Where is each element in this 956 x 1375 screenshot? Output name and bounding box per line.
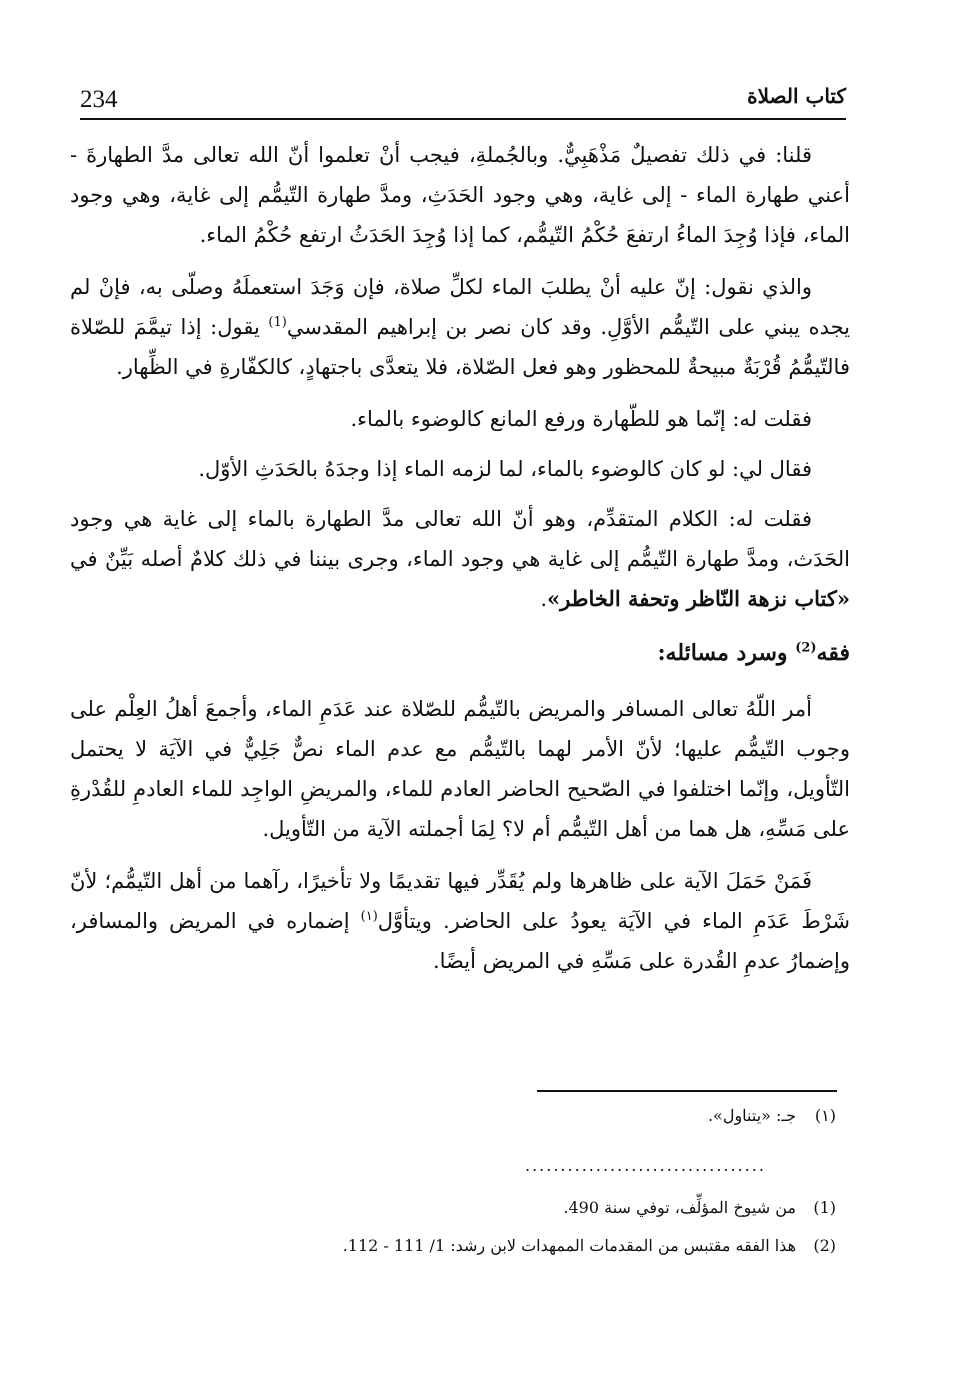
footnote-ref-1: (1)	[268, 315, 287, 330]
paragraph-3: فقلت له: إنّما هو للطّهارة ورفع المانع كالوضوء بالماء.	[350, 407, 812, 431]
paragraph-2	[70, 267, 850, 387]
paragraph-4: فقال لي: لو كان كالوضوء بالماء، لما لزمه الماء إذا وجدَهُ بالحَدَثِ الأوّل.	[198, 457, 812, 481]
paragraph-6: أمر اللّهُ تعالى المسافر والمريض بالتّيمُّم للصّلاة عند عَدَمِ الماء، وأجمعَ أهلُ العِلْم على وجوب التّيمُّم عليها؛ لأنّ الأمر لهما بالتّيمُّم مع عدم الماء نصٌّ جَلِيٌّ في الآيَة لا يحتمل التّأويل، وإنّما اختلفوا في الصّحيح الحاضر العادم للماء، والمريضِ الواجِد للماء العادمِ للقُدْرةِ على مَسِّهِ، هل هما من أهل التّيمُّم أم لا؟ لِمَا أجملته الآية من التّأويل.	[70, 697, 850, 841]
paragraph-5	[70, 499, 850, 619]
paragraph-5-text-b: .	[540, 587, 548, 611]
paragraph-5-text-a: فقلت له: الكلام المتقدِّم، وهو أنّ الله تعالى مدَّ الطهارة بالماء إلى غاية هي وجود الحَدَث، ومدَّ طهارة التّيمُّم إلى غاية هي وجود الماء، وجرى بيننا في ذلك كلامٌ أصله بَيِّنٌ في	[70, 507, 850, 571]
paragraph-1: قلنا: في ذلك تفصيلٌ مَذْهَبِيٌّ. وبالجُملةِ، فيجب أنْ تعلموا أنّ الله تعالى مدَّ الطهارةَ - أعني طهارة الماء - إلى غاية، وهي وجود الحَدَثِ، ومدَّ طهارة التّيمُّم إلى غاية، وهي وجود الماء، فإذا وُجِدَ الماءُ ارتفعَ حُكْمُ التّيمُّم، كما إذا وُجِدَ الحَدَثُ ارتفع حُكْمُ الماء.	[70, 143, 850, 247]
manuscript-footnote	[708, 1106, 836, 1125]
footnote-number: (2)	[813, 1236, 836, 1255]
section-heading	[70, 633, 850, 673]
running-title: كتاب الصلاة	[747, 84, 846, 108]
editor-footnote-1	[563, 1198, 836, 1217]
footnote-text: هذا الفقه مقتبس من المقدمات الممهدات لابن رشد: 1/ 111 - 112.	[342, 1236, 796, 1255]
page-number: 234	[80, 86, 118, 113]
page-header	[80, 78, 846, 120]
section-heading-text-b: وسرد مسائله:	[657, 640, 796, 666]
paragraph-7-text-b: إضماره في المريض والمسافر، وإضمارُ عدمِ القُدرة على مَسِّهِ في المريض أيضًا.	[70, 909, 850, 973]
main-text	[70, 135, 850, 993]
footnote-number: (١)	[814, 1106, 836, 1125]
footnote-ref-2: (2)	[795, 640, 817, 656]
book-title-reference: «كتاب نزهة النّاظر وتحفة الخاطر»	[547, 586, 850, 611]
section-heading-text-a: فقه	[816, 640, 850, 666]
paragraph-7	[70, 861, 850, 981]
paragraph-2-text-b: يقول: إذا تيمَّمَ للصّلاة فالتّيمُّمُ قُرْبَةٌ مبيحةٌ للمحظور وهو فعل الصّلاة، فلا يتعدَّى باجتهادٍ، كالكفّارةِ في الظِّهار.	[70, 315, 850, 379]
footnote-text: جـ: «يتناول».	[707, 1106, 796, 1125]
footnote-number: (1)	[813, 1198, 836, 1217]
editor-footnote-2	[343, 1236, 836, 1255]
footnote-separator-dots: ..................................	[525, 1156, 766, 1175]
footnote-text: من شيوخ المؤلِّف، توفي سنة 490.	[563, 1198, 796, 1217]
paragraph-7-text-a: فَمَنْ حَمَلَ الآية على ظاهرها ولم يُقَدِّر فيها تقديمًا ولا تأخيرًا، رآهما من أهل التّيمُّم؛ لأنّ شَرْطَ عَدَمِ الماء في الآيَة يعودُ على الحاضر. ويتأوَّل	[70, 869, 850, 933]
paragraph-2-text-a: والذي نقول: إنّ عليه أنْ يطلبَ الماء لكلِّ صلاة، فإن وَجَدَ استعملَهُ وصلّى به، فإنْ لم يجده يبني على التّيمُّم الأوَّلِ. وقد كان نصر بن إبراهيم المقدسي	[70, 275, 851, 339]
manuscript-note-ref-1: (١)	[360, 909, 378, 924]
footnote-divider	[537, 1090, 837, 1092]
